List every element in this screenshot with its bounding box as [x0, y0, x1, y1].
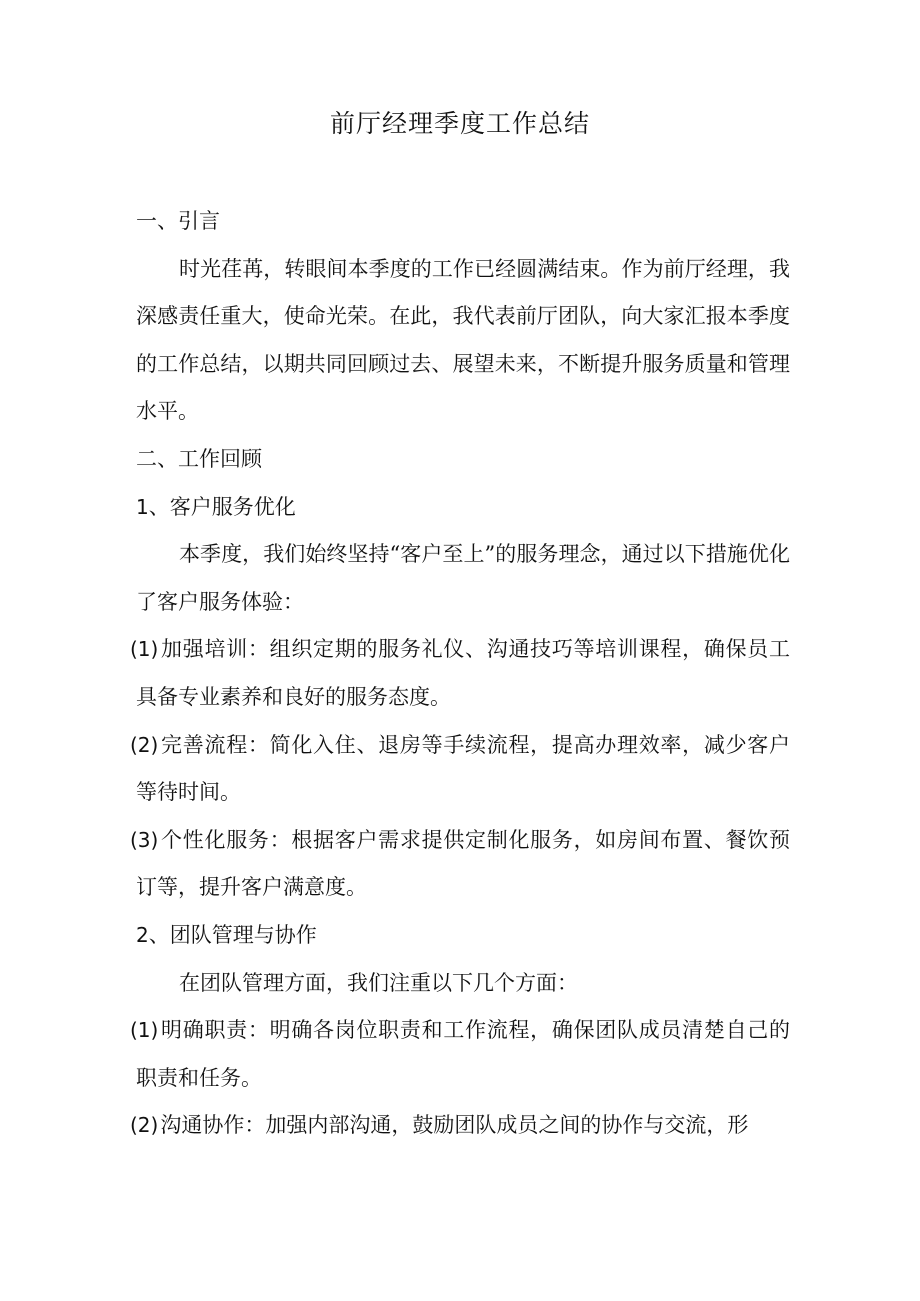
list-item	[130, 626, 790, 721]
intro-paragraph: 时光荏苒，转眼间本季度的工作已经圆满结束。作为前厅经理，我深感责任重大，使命光荣。在此，我代表前厅团队，向大家汇报本季度的工作总结，以期共同回顾过去、展望未来，不断提升服务质量和管理水平。	[136, 256, 790, 424]
list-item	[130, 1007, 790, 1102]
subsection-heading-customer-service	[136, 484, 790, 532]
subsection-heading-team-management	[136, 912, 790, 960]
list-item	[130, 817, 790, 912]
list-item-text: 个性化服务：根据客户需求提供定制化服务，如房间布置、餐饮预订等，提升客户满意度。	[136, 827, 790, 900]
subsection-number: 1	[136, 494, 149, 519]
list-item-number: (1)	[130, 637, 159, 662]
document-body	[130, 198, 790, 1150]
list-item	[130, 1102, 790, 1150]
section-heading-review: 二、工作回顾	[136, 446, 262, 471]
list-item-number: (1)	[130, 1018, 159, 1043]
list-item-text: 完善流程：简化入住、退房等手续流程，提高办理效率，减少客户等待时间。	[136, 732, 790, 805]
list-item-text: 沟通协作：加强内部沟通，鼓励团队成员之间的协作与交流，形	[160, 1113, 749, 1138]
subsection-title: 、客户服务优化	[148, 494, 296, 519]
list-item-number: (3)	[130, 827, 159, 852]
list-item	[130, 722, 790, 817]
list-item-number: (2)	[130, 1113, 159, 1138]
list-item-text: 加强培训：组织定期的服务礼仪、沟通技巧等培训课程，确保员工具备专业素养和良好的服务态度。	[136, 637, 790, 709]
document-title: 前厅经理季度工作总结	[329, 109, 590, 138]
list-item-text: 明确职责：明确各岗位职责和工作流程，确保团队成员清楚自己的职责和任务。	[136, 1018, 790, 1090]
team-management-paragraph: 在团队管理方面，我们注重以下几个方面：	[179, 970, 578, 995]
subsection-number: 2	[136, 922, 149, 947]
subsection-title: 、团队管理与协作	[148, 922, 317, 947]
list-item-number: (2)	[130, 732, 159, 757]
section-heading-intro: 一、引言	[136, 209, 220, 233]
customer-service-paragraph: 本季度，我们始终坚持“客户至上”的服务理念，通过以下措施优化了客户服务体验：	[136, 542, 790, 614]
